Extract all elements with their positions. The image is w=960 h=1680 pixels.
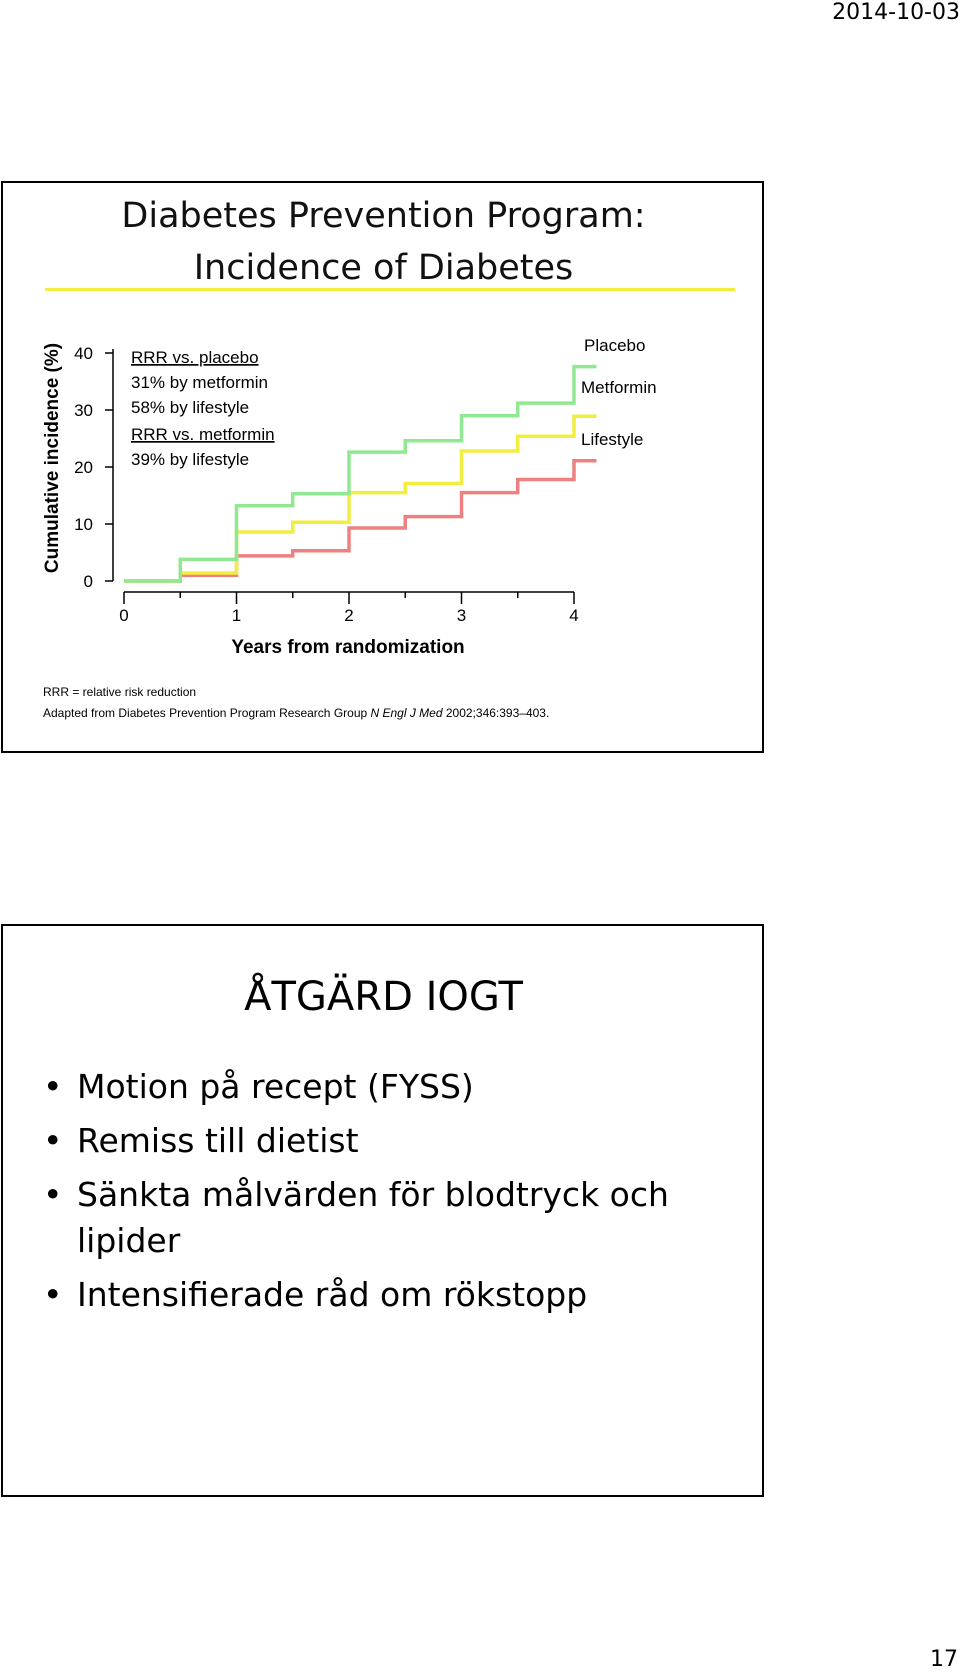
bullet-marker: • [43, 1067, 63, 1106]
y-tick-label: 20 [74, 458, 93, 477]
slide-diabetes-prevention [1, 181, 764, 753]
footnote-source-text: Adapted from Diabetes Prevention Program Research Group [43, 706, 371, 720]
bullet-text: Intensifierade råd om rökstopp [77, 1275, 588, 1314]
footnote-journal: N Engl J Med [370, 706, 443, 720]
slide-title-line-1: Diabetes Prevention Program: [121, 196, 646, 236]
chart-annotation: RRR vs. metformin [131, 425, 275, 444]
bullet-item [43, 1064, 703, 1110]
footnote-source [43, 706, 549, 720]
series-label-placebo: Placebo [584, 336, 646, 355]
y-tick-label: 0 [83, 572, 93, 591]
footnote-rrr: RRR = relative risk reduction [43, 685, 197, 699]
x-tick-label: 4 [569, 606, 579, 625]
chart-annotation: RRR vs. placebo [131, 348, 259, 367]
bullet-text: Sänkta målvärden för blodtryck och lipider [77, 1175, 669, 1260]
bullet-text: Motion på recept (FYSS) [77, 1067, 474, 1106]
bullet-marker: • [43, 1175, 63, 1214]
page-number: 17 [930, 1647, 958, 1672]
header-date: 2014-10-03 [832, 0, 960, 25]
x-tick-label: 0 [119, 606, 129, 625]
bullet-item [43, 1118, 703, 1164]
chart-annotation: 39% by lifestyle [131, 450, 250, 469]
bullet-item [43, 1172, 703, 1264]
chart-annotation: 31% by metformin [131, 373, 268, 392]
y-tick-label: 30 [74, 401, 93, 420]
series-label-lifestyle: Lifestyle [581, 430, 644, 449]
series-line-lifestyle [124, 461, 597, 581]
slide-title-line-2: Incidence of Diabetes [193, 248, 574, 288]
incidence-chart [3, 183, 764, 751]
slide2-title: ÅTGÄRD IOGT [244, 974, 523, 1020]
bullet-item [43, 1272, 703, 1318]
slide-atgard-iogt [1, 924, 764, 1497]
bullet-text: Remiss till dietist [77, 1121, 359, 1160]
footnote-citation: 2002;346:393–403. [442, 706, 550, 720]
bullet-marker: • [43, 1121, 63, 1160]
bullet-marker: • [43, 1275, 63, 1314]
chart-annotation: 58% by lifestyle [131, 398, 250, 417]
y-tick-label: 40 [74, 344, 93, 363]
bullet-list [43, 1064, 703, 1326]
x-tick-label: 3 [456, 606, 467, 625]
x-tick-label: 1 [231, 606, 242, 625]
series-label-metformin: Metformin [581, 378, 657, 397]
y-tick-label: 10 [74, 515, 93, 534]
x-tick-label: 2 [344, 606, 354, 625]
y-axis-label: Cumulative incidence (%) [42, 342, 63, 574]
x-axis-label: Years from randomization [231, 637, 465, 658]
